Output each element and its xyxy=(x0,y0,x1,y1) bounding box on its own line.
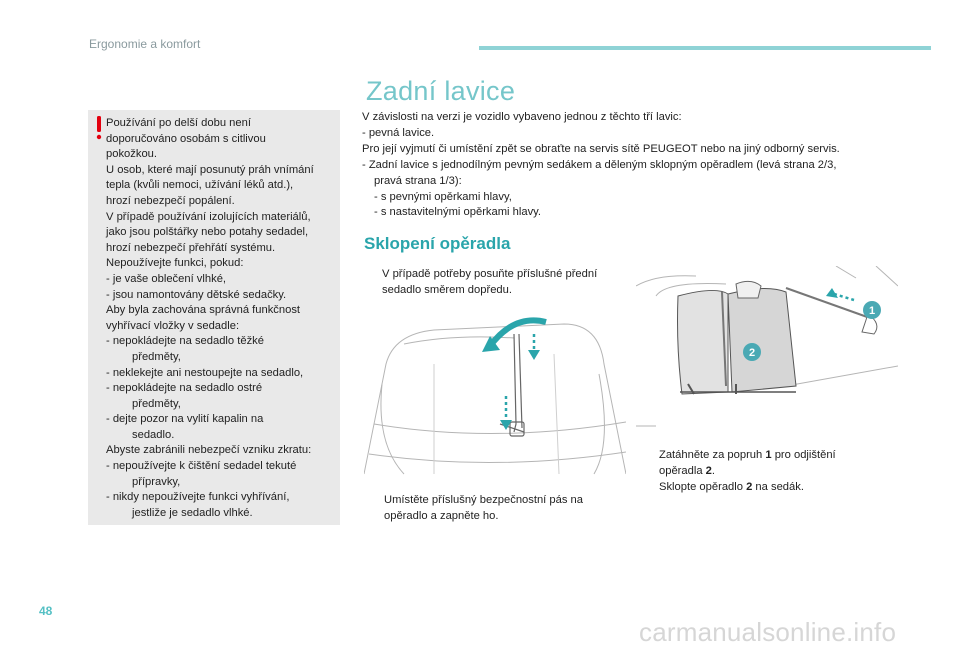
header-bar xyxy=(479,46,931,50)
step-text: na sedák. xyxy=(752,481,804,493)
section-header: Ergonomie a komfort xyxy=(89,37,201,51)
section-subtitle: Sklopení opěradla xyxy=(364,234,511,253)
watermark: carmanualsonline.info xyxy=(639,617,897,647)
step-move-front-seat xyxy=(364,266,597,298)
warning-line: - nepokládejte na sedadlo ostré xyxy=(106,382,263,395)
step-text: . xyxy=(711,465,715,477)
intro-line: - Zadní lavice s jednodílným pevným sedákem a děleným sklopným opěradlem (levá strana 2/3, xyxy=(362,158,837,171)
warning-line: pokožkou. xyxy=(106,148,157,161)
warning-line: sedadlo. xyxy=(132,428,175,441)
intro-line: V závislosti na verzi je vozidlo vybaveno jednou z těchto tří lavic: xyxy=(362,111,682,123)
warning-line: hrozí nebezpečí přehřátí systému. xyxy=(106,241,276,254)
intro-line: Pro její vyjmutí či umístění zpět se obraťte na servis sítě PEUGEOT nebo na jiný odborný servis. xyxy=(362,142,840,155)
page-title: Zadní lavice xyxy=(366,76,516,106)
warning-line: - je vaše oblečení vlhké, xyxy=(106,272,227,285)
page-number: 48 xyxy=(39,604,53,618)
warning-line: tepla (kvůli nemoci, užívání léků atd.), xyxy=(106,179,294,192)
warning-icon xyxy=(94,114,104,140)
warning-text xyxy=(106,116,338,521)
callout-badge-2-label: 2 xyxy=(748,347,756,359)
step-line: Umístěte příslušný bezpečnostní pás na xyxy=(384,494,583,506)
step-text: Sklopte opěradlo xyxy=(659,481,747,493)
step-line: opěradlo a zapněte ho. xyxy=(384,510,499,522)
intro-text xyxy=(362,110,922,221)
warning-line: Nepoužívejte funkci, pokud: xyxy=(106,257,244,270)
intro-line: - pevná lavice. xyxy=(362,126,435,139)
warning-line: vyhřívací vložky v sedadle: xyxy=(106,319,240,332)
step-text: Zatáhněte za popruh xyxy=(659,449,766,461)
warning-line: předměty, xyxy=(132,350,181,363)
step-fold-backrest xyxy=(641,479,804,495)
warning-line: - jsou namontovány dětské sedačky. xyxy=(106,288,287,301)
warning-line: doporučováno osobám s citlivou xyxy=(106,132,266,145)
step-text: pro odjištění xyxy=(771,449,836,461)
warning-line: - nikdy nepoužívejte funkci vyhřívání, xyxy=(106,491,290,504)
warning-line: - nepoužívejte k čištění sedadel tekuté xyxy=(106,460,297,473)
step-pull-strap xyxy=(641,447,836,479)
warning-line: předměty, xyxy=(132,397,181,410)
intro-line: - s nastavitelnými opěrkami hlavy. xyxy=(374,206,542,219)
intro-line: - s pevnými opěrkami hlavy, xyxy=(374,190,512,203)
callout-ref-2: 2 xyxy=(705,465,712,477)
step-fasten-belt xyxy=(366,492,583,524)
warning-line: V případě používání izolujících materiálů, xyxy=(106,210,311,223)
warning-line: přípravky, xyxy=(132,475,181,488)
step-text: opěradla xyxy=(659,465,706,477)
warning-line: Abyste zabránili nebezpečí vzniku zkratu: xyxy=(106,444,312,457)
warning-box xyxy=(88,110,340,525)
warning-line: - dejte pozor na vylití kapalin na xyxy=(106,413,264,426)
warning-line: Aby byla zachována správná funkčnost xyxy=(106,304,301,317)
step-line: sedadlo směrem dopředu. xyxy=(382,284,512,296)
intro-line: pravá strana 1/3): xyxy=(374,174,462,187)
warning-line: jako jsou polštářky nebo potahy sedadel, xyxy=(106,226,309,239)
step-line: V případě potřeby posuňte příslušné přední xyxy=(382,268,598,280)
backrest-release-illustration xyxy=(636,266,898,438)
warning-line: - nepokládejte na sedadlo těžké xyxy=(106,335,264,348)
callout-badge-1-label: 1 xyxy=(868,305,876,317)
warning-line: U osob, které mají posunutý práh vnímání xyxy=(106,163,314,176)
seatbelt-illustration xyxy=(364,304,626,486)
warning-line: hrozí nebezpečí popálení. xyxy=(106,194,235,207)
callout-ref-1: 1 xyxy=(765,449,772,461)
warning-line: jestliže je sedadlo vlhké. xyxy=(132,506,253,519)
callout-ref-2: 2 xyxy=(746,481,753,493)
warning-line: - neklekejte ani nestoupejte na sedadlo, xyxy=(106,366,304,379)
warning-line: Používání po delší dobu není xyxy=(106,117,251,129)
